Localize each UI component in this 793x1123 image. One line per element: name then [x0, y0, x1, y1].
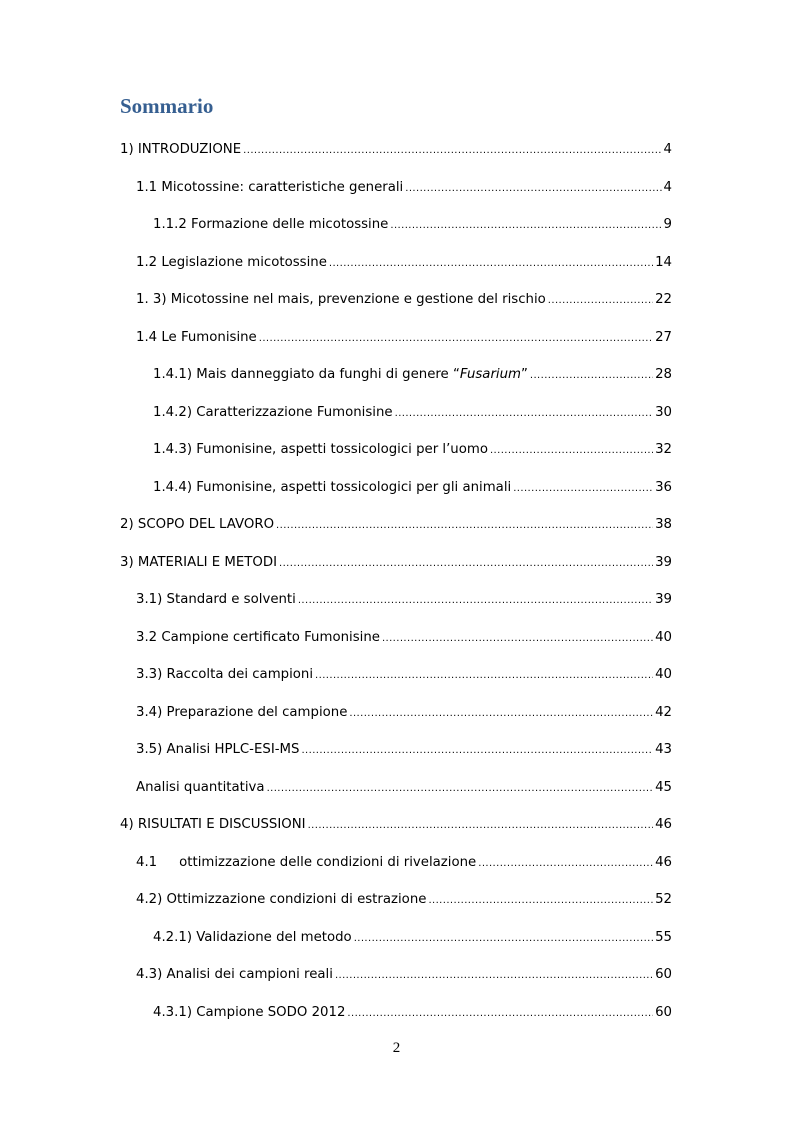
- toc-leader: [347, 1005, 653, 1023]
- toc-entry-label: 4) RISULTATI E DISCUSSIONI: [120, 817, 306, 832]
- toc-entry-label: 4.3.1) Campione SODO 2012: [153, 1005, 346, 1020]
- toc-entry-page: 43: [655, 742, 672, 757]
- toc-entry-label: 1.1 Micotossine: caratteristiche generali: [136, 180, 404, 195]
- toc-leader: [259, 330, 653, 348]
- toc-entry-label: 1.4 Le Fumonisine: [136, 330, 257, 345]
- toc-entry[interactable]: [136, 179, 672, 198]
- toc-leader: [335, 967, 653, 985]
- toc-entry-page: 55: [655, 930, 672, 945]
- toc-entry[interactable]: [120, 516, 672, 535]
- toc-entry-page: 52: [655, 892, 672, 907]
- toc-entry-label: [153, 366, 528, 384]
- toc-entry-label: [136, 854, 476, 872]
- toc-entry[interactable]: [136, 254, 672, 273]
- toc-entry-page: 40: [655, 667, 672, 682]
- toc-leader: [513, 480, 653, 498]
- toc-entry-label: 1.4.2) Caratterizzazione Fumonisine: [153, 405, 393, 420]
- toc-entry-label: 1.2 Legislazione micotossine: [136, 255, 327, 270]
- toc-leader: [382, 630, 653, 648]
- toc-leader: [530, 367, 653, 385]
- toc-entry[interactable]: [120, 554, 672, 573]
- toc-entry[interactable]: [153, 216, 672, 235]
- toc-leader: [315, 667, 653, 685]
- toc-entry-page: 32: [655, 442, 672, 457]
- toc-leader: [354, 930, 653, 948]
- toc-entry[interactable]: [153, 1004, 672, 1023]
- toc-leader: [349, 705, 653, 723]
- toc-entry-page: 4: [663, 180, 672, 195]
- toc-entry-page: 27: [655, 330, 672, 345]
- toc-entry[interactable]: [153, 441, 672, 460]
- toc-entry-page: 22: [655, 292, 672, 307]
- toc-entry-label: 3.4) Preparazione del campione: [136, 705, 348, 720]
- toc-entry-page: 60: [655, 1005, 672, 1020]
- toc-leader: [428, 892, 653, 910]
- toc-entry-label: Analisi quantitativa: [136, 780, 265, 795]
- toc-entry-label: 3.5) Analisi HPLC-ESI-MS: [136, 742, 300, 757]
- toc-entry-page: 46: [655, 817, 672, 832]
- toc-leader: [279, 555, 653, 573]
- toc-entry-label: 3.2 Campione certificato Fumonisine: [136, 630, 380, 645]
- toc-leader: [276, 517, 653, 535]
- toc-leader: [395, 405, 653, 423]
- toc-entry-page: 46: [655, 855, 672, 870]
- toc-entry[interactable]: [136, 629, 672, 648]
- toc-entry-page: 42: [655, 705, 672, 720]
- toc-heading: Sommario: [120, 94, 214, 118]
- toc-entry-page: 38: [655, 517, 672, 532]
- toc-entry-page: 30: [655, 405, 672, 420]
- toc-leader: [301, 742, 653, 760]
- toc-entry-label: 4.2) Ottimizzazione condizioni di estrazione: [136, 892, 427, 907]
- toc-entry-label: 1) INTRODUZIONE: [120, 142, 242, 157]
- toc-entry-page: 39: [655, 555, 672, 570]
- toc-entry[interactable]: [136, 779, 672, 798]
- toc-entry-label-pre: 1.4.1) Mais danneggiato da funghi di genere “: [153, 367, 460, 382]
- toc-entry[interactable]: [136, 591, 672, 610]
- toc-leader: [405, 180, 661, 198]
- toc-entry-label-italic: Fusarium: [459, 367, 521, 382]
- toc-leader: [308, 817, 653, 835]
- toc-entry[interactable]: [136, 704, 672, 723]
- toc-entry[interactable]: [136, 741, 672, 760]
- toc-entry[interactable]: [136, 854, 672, 873]
- toc-entry-page: 40: [655, 630, 672, 645]
- toc-entry-page: 39: [655, 592, 672, 607]
- toc-entry-label: 1.4.3) Fumonisine, aspetti tossicologici per l’uomo: [153, 442, 488, 457]
- toc-entry-page: 60: [655, 967, 672, 982]
- toc-entry-label: 4.2.1) Validazione del metodo: [153, 930, 352, 945]
- toc-entry-label: 3.3) Raccolta dei campioni: [136, 667, 314, 682]
- toc-leader: [390, 217, 661, 235]
- toc-entry[interactable]: [136, 329, 672, 348]
- toc-entry[interactable]: [136, 666, 672, 685]
- toc-entry[interactable]: [136, 291, 672, 310]
- toc-entry[interactable]: [153, 404, 672, 423]
- toc-entry-page: 9: [663, 217, 672, 232]
- toc-entry-page: 45: [655, 780, 672, 795]
- toc-entry-label: 3) MATERIALI E METODI: [120, 555, 277, 570]
- toc-entry-label: 2) SCOPO DEL LAVORO: [120, 517, 275, 532]
- toc-entry[interactable]: [153, 479, 672, 498]
- page-number: 2: [392, 1040, 401, 1056]
- toc-entry[interactable]: [153, 929, 672, 948]
- toc-entry-label: 3.1) Standard e solventi: [136, 592, 296, 607]
- toc-leader: [243, 142, 661, 160]
- toc-entry[interactable]: [120, 816, 672, 835]
- toc-entry-page: 14: [655, 255, 672, 270]
- toc-entry-label: 1.4.4) Fumonisine, aspetti tossicologici per gli animali: [153, 480, 512, 495]
- toc-leader: [298, 592, 653, 610]
- toc-leader: [548, 292, 653, 310]
- toc-entry-label: 4.3) Analisi dei campioni reali: [136, 967, 333, 982]
- toc-entry-label: 1. 3) Micotossine nel mais, prevenzione e gestione del rischio: [136, 292, 546, 307]
- toc-entry[interactable]: [120, 141, 672, 160]
- toc-leader: [329, 255, 653, 273]
- toc-entry[interactable]: [153, 366, 672, 385]
- toc-entry-text: ottimizzazione delle condizioni di rivelazione: [179, 855, 477, 870]
- toc-leader: [267, 780, 654, 798]
- toc-entry[interactable]: [136, 966, 672, 985]
- toc-entry-page: 36: [655, 480, 672, 495]
- toc-entry[interactable]: [136, 891, 672, 910]
- toc-entry-page: 4: [663, 142, 672, 157]
- toc-leader: [490, 442, 653, 460]
- toc-entry-label: 1.1.2 Formazione delle micotossine: [153, 217, 389, 232]
- toc-entry-number: 4.1: [136, 855, 158, 870]
- toc-entry-page: 28: [655, 367, 672, 382]
- toc-leader: [478, 855, 653, 873]
- toc-entry-label-post: ”: [521, 367, 528, 382]
